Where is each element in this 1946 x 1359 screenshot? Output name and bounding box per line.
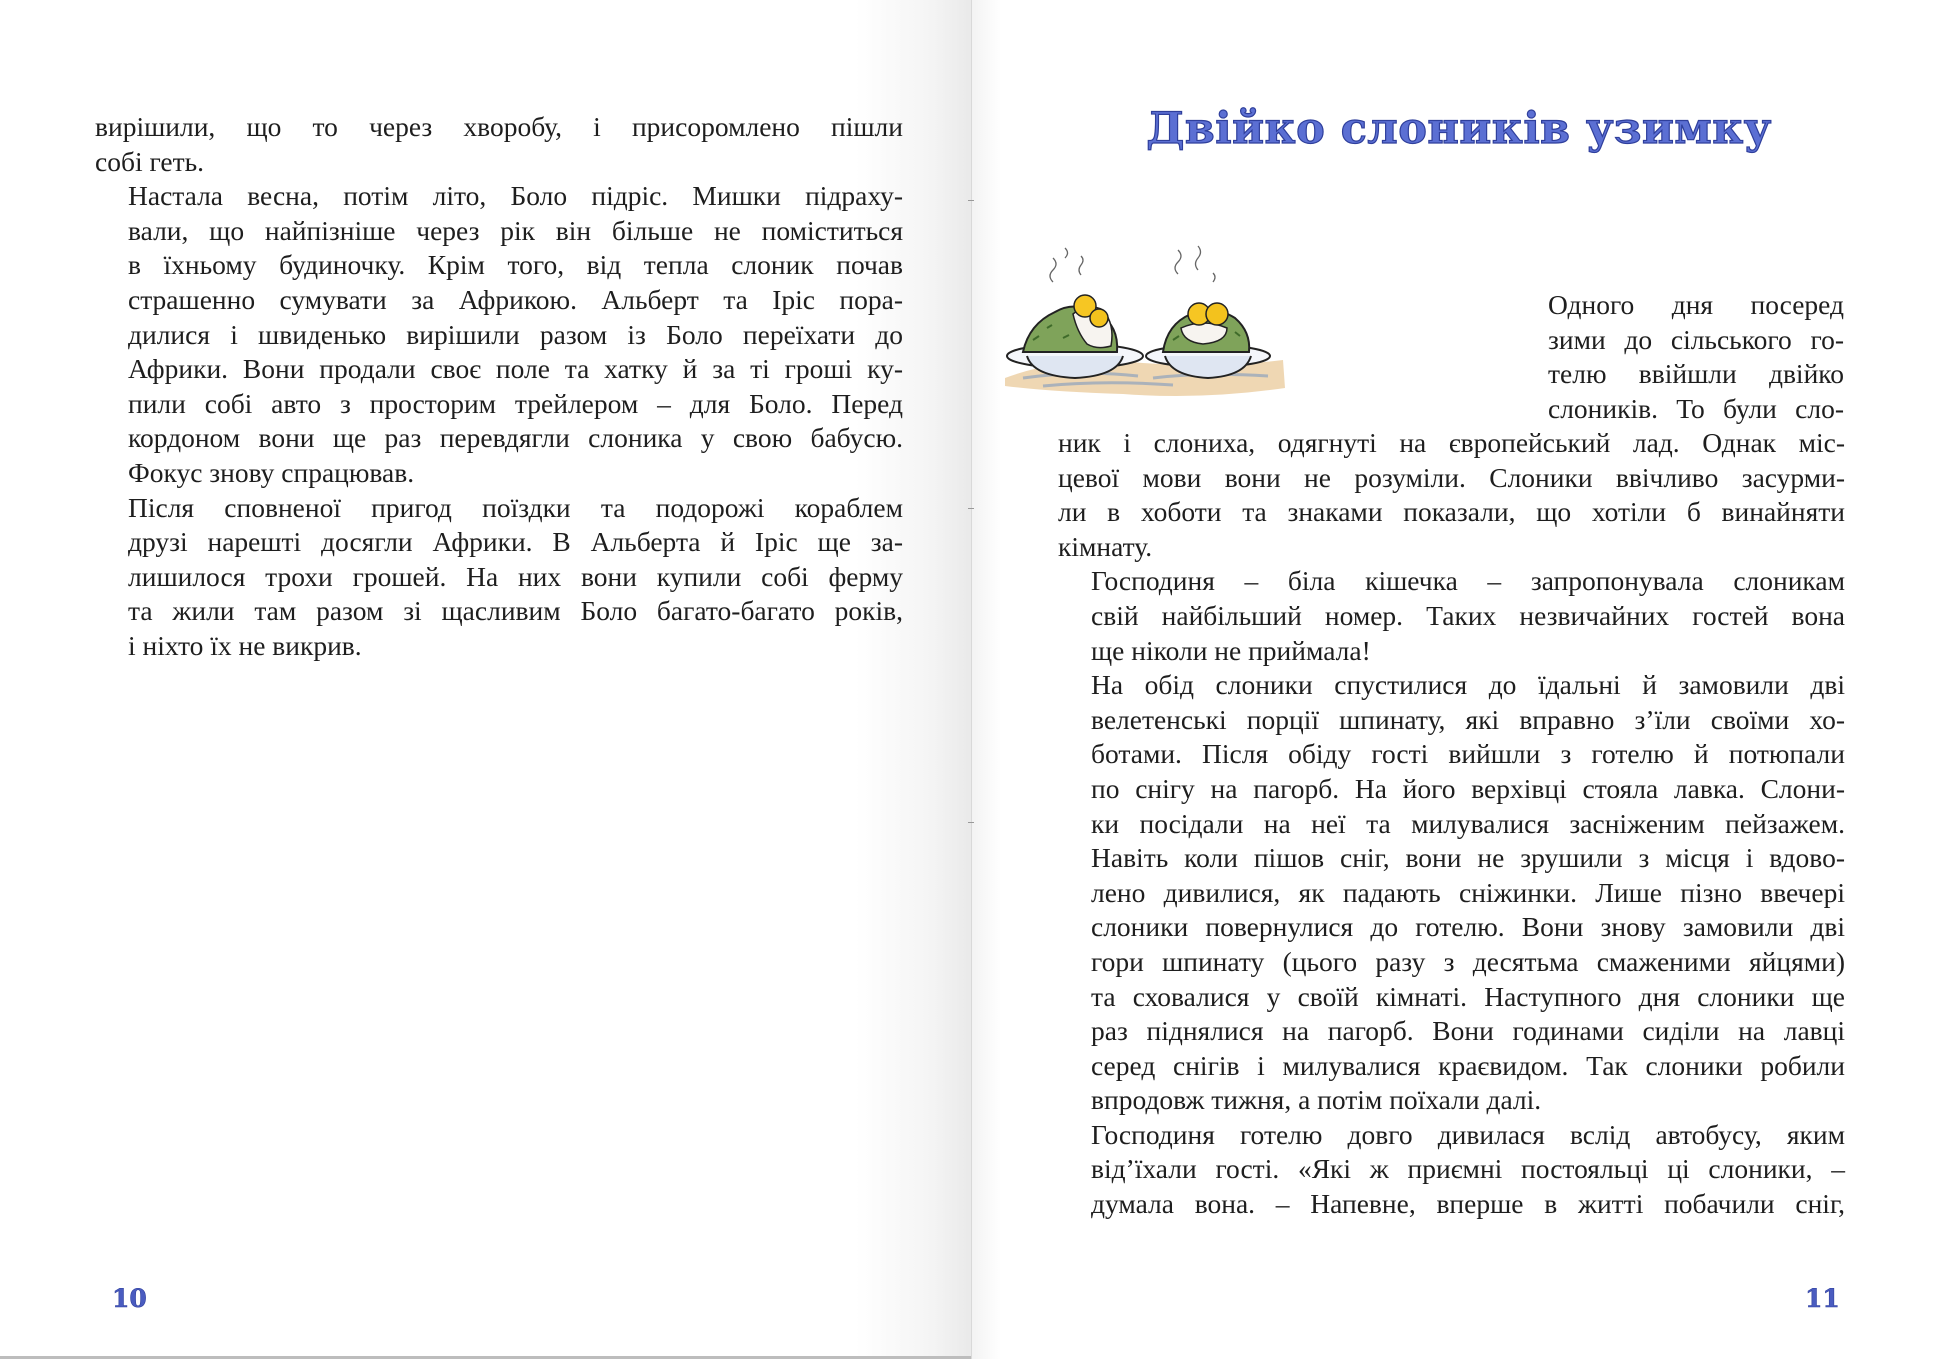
text-line: впродовж тижня, а потім поїхали далі. [1091,1084,1542,1116]
paragraph [1058,1118,1845,1222]
text-line: Після сповненої пригод поїздки та подорожі кораблем [128,491,903,523]
left-page [0,0,972,1359]
text-line: друзі нарешті досягли Африки. В Альберта й Іріс ще за- [128,526,903,558]
text-line: вали, що найпізніше через рік він більше не поміститься [128,214,903,246]
text-line: зими до сільського го- [1548,323,1844,355]
spinach-plates-illustration [1003,228,1285,398]
paragraph [95,110,903,179]
paragraph [1058,564,1845,668]
text-line: лено дивилися, як падають сніжинки. Лише пізно ввечері [1091,876,1845,908]
text-line: лишилося трохи грошей. На них вони купили собі ферму [128,560,903,592]
text-line: дилися і швиденько вирішили разом із Боло переїхати до [128,318,903,350]
text-line: по снігу на пагорб. На його верхівці стояла лавка. Слони- [1091,772,1845,804]
paragraph [1058,668,1845,1118]
right-page-intro-wrapped-text [1548,288,1844,426]
text-line: вирішили, що то через хворобу, і присоромлено пішли [95,111,903,142]
page-number-left: 10 [112,1284,147,1313]
text-line: свій найбільший номер. Таких незвичайних гостей вона [1091,599,1845,631]
text-line: страшенно сумувати за Африкою. Альберт та Іріс пора- [128,283,903,315]
text-line: цевої мови вони не розуміли. Слоники ввічливо засурми- [1058,461,1845,493]
text-line: телю ввійшли двійко [1548,358,1844,390]
text-line: ли в хоботи та знаками показали, що хотіли б винайняти [1058,496,1845,528]
text-line: ки посідали на неї та милувалися засніженим пейзажем. [1091,807,1845,839]
text-line: раз піднялися на пагорб. Вони годинами сиділи на лавці [1091,1015,1845,1047]
text-line: в їхньому будиночку. Крім того, від тепла слоник почав [128,249,903,281]
text-line: Господиня – біла кішечка – запропонувала слоникам [1091,565,1845,597]
text-line: слоників. То були сло- [1548,392,1844,424]
paragraph [95,491,903,664]
text-line: Господиня готелю довго дивилася вслід автобусу, яким [1091,1118,1845,1150]
text-line: гори шпинату (цього разу з десятьма смаженими яйцями) [1091,945,1845,977]
text-line: ник і слониха, одягнуті на європейський лад. Однак міс- [1058,427,1845,458]
right-page-body-text [1058,426,1845,1222]
text-line: ще ніколи не приймала! [1091,634,1371,666]
paragraph [1058,426,1845,564]
text-line: Фокус знову спрацював. [128,456,415,488]
plate-left [1007,295,1143,378]
text-line: Одного дня посеред [1548,289,1844,320]
text-line: На обід слоники спустилися до їдальні й замовили дві [1091,669,1845,701]
text-line: та сховалися у своїй кімнаті. Наступного дня слоники ще [1091,980,1845,1012]
text-line: Навіть коли пішов сніг, вони не зрушили з місця і вдово- [1091,842,1845,874]
text-line: і ніхто їх не викрив. [128,629,362,661]
paragraph [95,179,903,490]
text-line: Африки. Вони продали своє поле та хатку й за ті гроші ку- [128,353,903,385]
page-number-right: 11 [1805,1284,1840,1313]
text-line: велетенські порції шпинату, які вправно з’їли своїми хо- [1091,703,1845,735]
text-line: слоники повернулися до готелю. Вони знову замовили дві [1091,911,1845,943]
margin-mark [968,822,974,823]
text-line: серед снігів і милувалися краєвидом. Так слоники робили [1091,1049,1845,1081]
text-line: пили собі авто з просторим трейлером – для Боло. Перед [128,387,903,419]
text-line: від’їхали гості. «Які ж приємні постояльці ці слоники, – [1091,1153,1845,1185]
story-title: Двійко слоників узимку [1146,104,1772,154]
paragraph [1548,288,1844,426]
text-line: та жили там разом зі щасливим Боло багато-багато років, [128,595,903,627]
text-line: собі геть. [95,145,205,177]
text-line: Настала весна, потім літо, Боло підріс. Мишки підраху- [128,180,903,212]
text-line: думала вона. – Напевне, вперше в житті побачили сніг, [1091,1188,1845,1220]
text-line: кордоном вони ще раз перевдягли слоника у свою бабусю. [128,422,903,454]
text-line: ботами. Після обіду гості вийшли з готелю й потюпали [1091,738,1845,770]
left-page-body-text [95,110,903,664]
margin-mark [968,508,974,509]
text-line: кімнату. [1058,530,1153,562]
margin-mark [968,200,974,201]
